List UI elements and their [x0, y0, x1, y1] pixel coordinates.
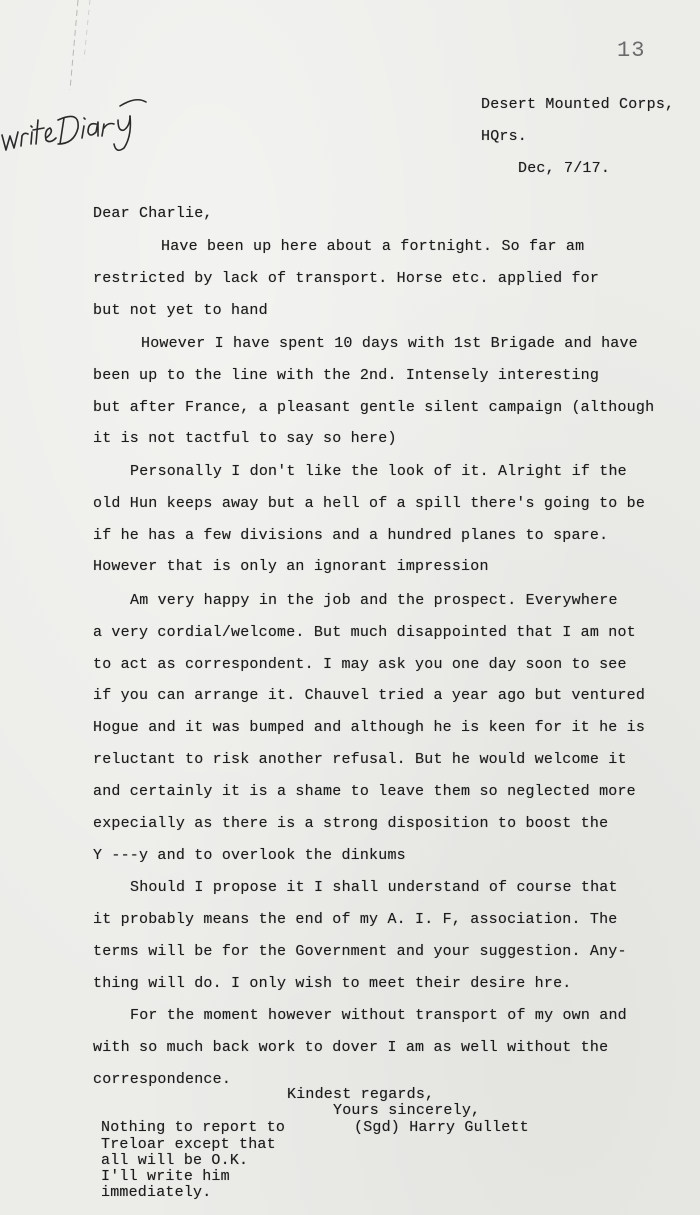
body-line: However I have spent 10 days with 1st Brigade and have [141, 335, 638, 352]
body-line: but after France, a pleasant gentle silent campaign (although [93, 399, 655, 416]
body-line: it probably means the end of my A. I. F, association. The [93, 911, 618, 928]
body-line: it is not tactful to say so here) [93, 430, 397, 447]
body-line: reluctant to risk another refusal. But he would welcome it [93, 751, 627, 768]
body-line: correspondence. [93, 1071, 232, 1088]
body-line: Should I propose it I shall understand of course that [130, 879, 618, 896]
body-line: if you can arrange it. Chauvel tried a year ago but ventured [93, 687, 646, 704]
header-organization: Desert Mounted Corps, [481, 96, 675, 113]
closing-yours: Yours sincerely, [333, 1102, 481, 1119]
body-line: Hogue and it was bumped and although he is keen for it he is [93, 719, 646, 736]
closing-regards: Kindest regards, [287, 1086, 435, 1103]
body-line: However that is only an ignorant impression [93, 558, 489, 575]
postscript-line: I'll write him [101, 1168, 230, 1185]
postscript-line: Nothing to report to [101, 1119, 286, 1136]
body-line: expecially as there is a strong disposition to boost the [93, 815, 609, 832]
body-line: thing will do. I only wish to meet their desire hre. [93, 975, 572, 992]
header-location: HQrs. [481, 128, 528, 145]
header-date: Dec, 7/17. [518, 160, 611, 177]
signature: (Sgd) Harry Gullett [354, 1119, 529, 1136]
salutation: Dear Charlie, [93, 205, 213, 222]
body-line: if he has a few divisions and a hundred planes to spare. [93, 527, 609, 544]
postscript-line: all will be O.K. [101, 1152, 249, 1169]
body-line: and certainly it is a shame to leave them so neglected more [93, 783, 636, 800]
body-line: For the moment however without transport of my own and [130, 1007, 627, 1024]
body-line: Am very happy in the job and the prospect. Everywhere [130, 592, 618, 609]
body-line: but not yet to hand [93, 302, 268, 319]
handwritten-note [0, 40, 160, 160]
body-line: old Hun keeps away but a hell of a spill there's going to be [93, 495, 646, 512]
postscript-line: immediately. [101, 1184, 212, 1201]
body-line: with so much back work to dover I am as well without the [93, 1039, 609, 1056]
body-line: Have been up here about a fortnight. So far am [161, 238, 585, 255]
postscript-line: Treloar except that [101, 1136, 276, 1153]
body-line: Y ---y and to overlook the dinkums [93, 847, 406, 864]
body-line: restricted by lack of transport. Horse etc. applied for [93, 270, 600, 287]
body-line: been up to the line with the 2nd. Intensely interesting [93, 367, 600, 384]
body-line: to act as correspondent. I may ask you one day soon to see [93, 656, 627, 673]
body-line: a very cordial/welcome. But much disappointed that I am not [93, 624, 636, 641]
page-number: 13 [617, 38, 646, 63]
body-line: Personally I don't like the look of it. Alright if the [130, 463, 627, 480]
body-line: terms will be for the Government and your suggestion. Any- [93, 943, 627, 960]
